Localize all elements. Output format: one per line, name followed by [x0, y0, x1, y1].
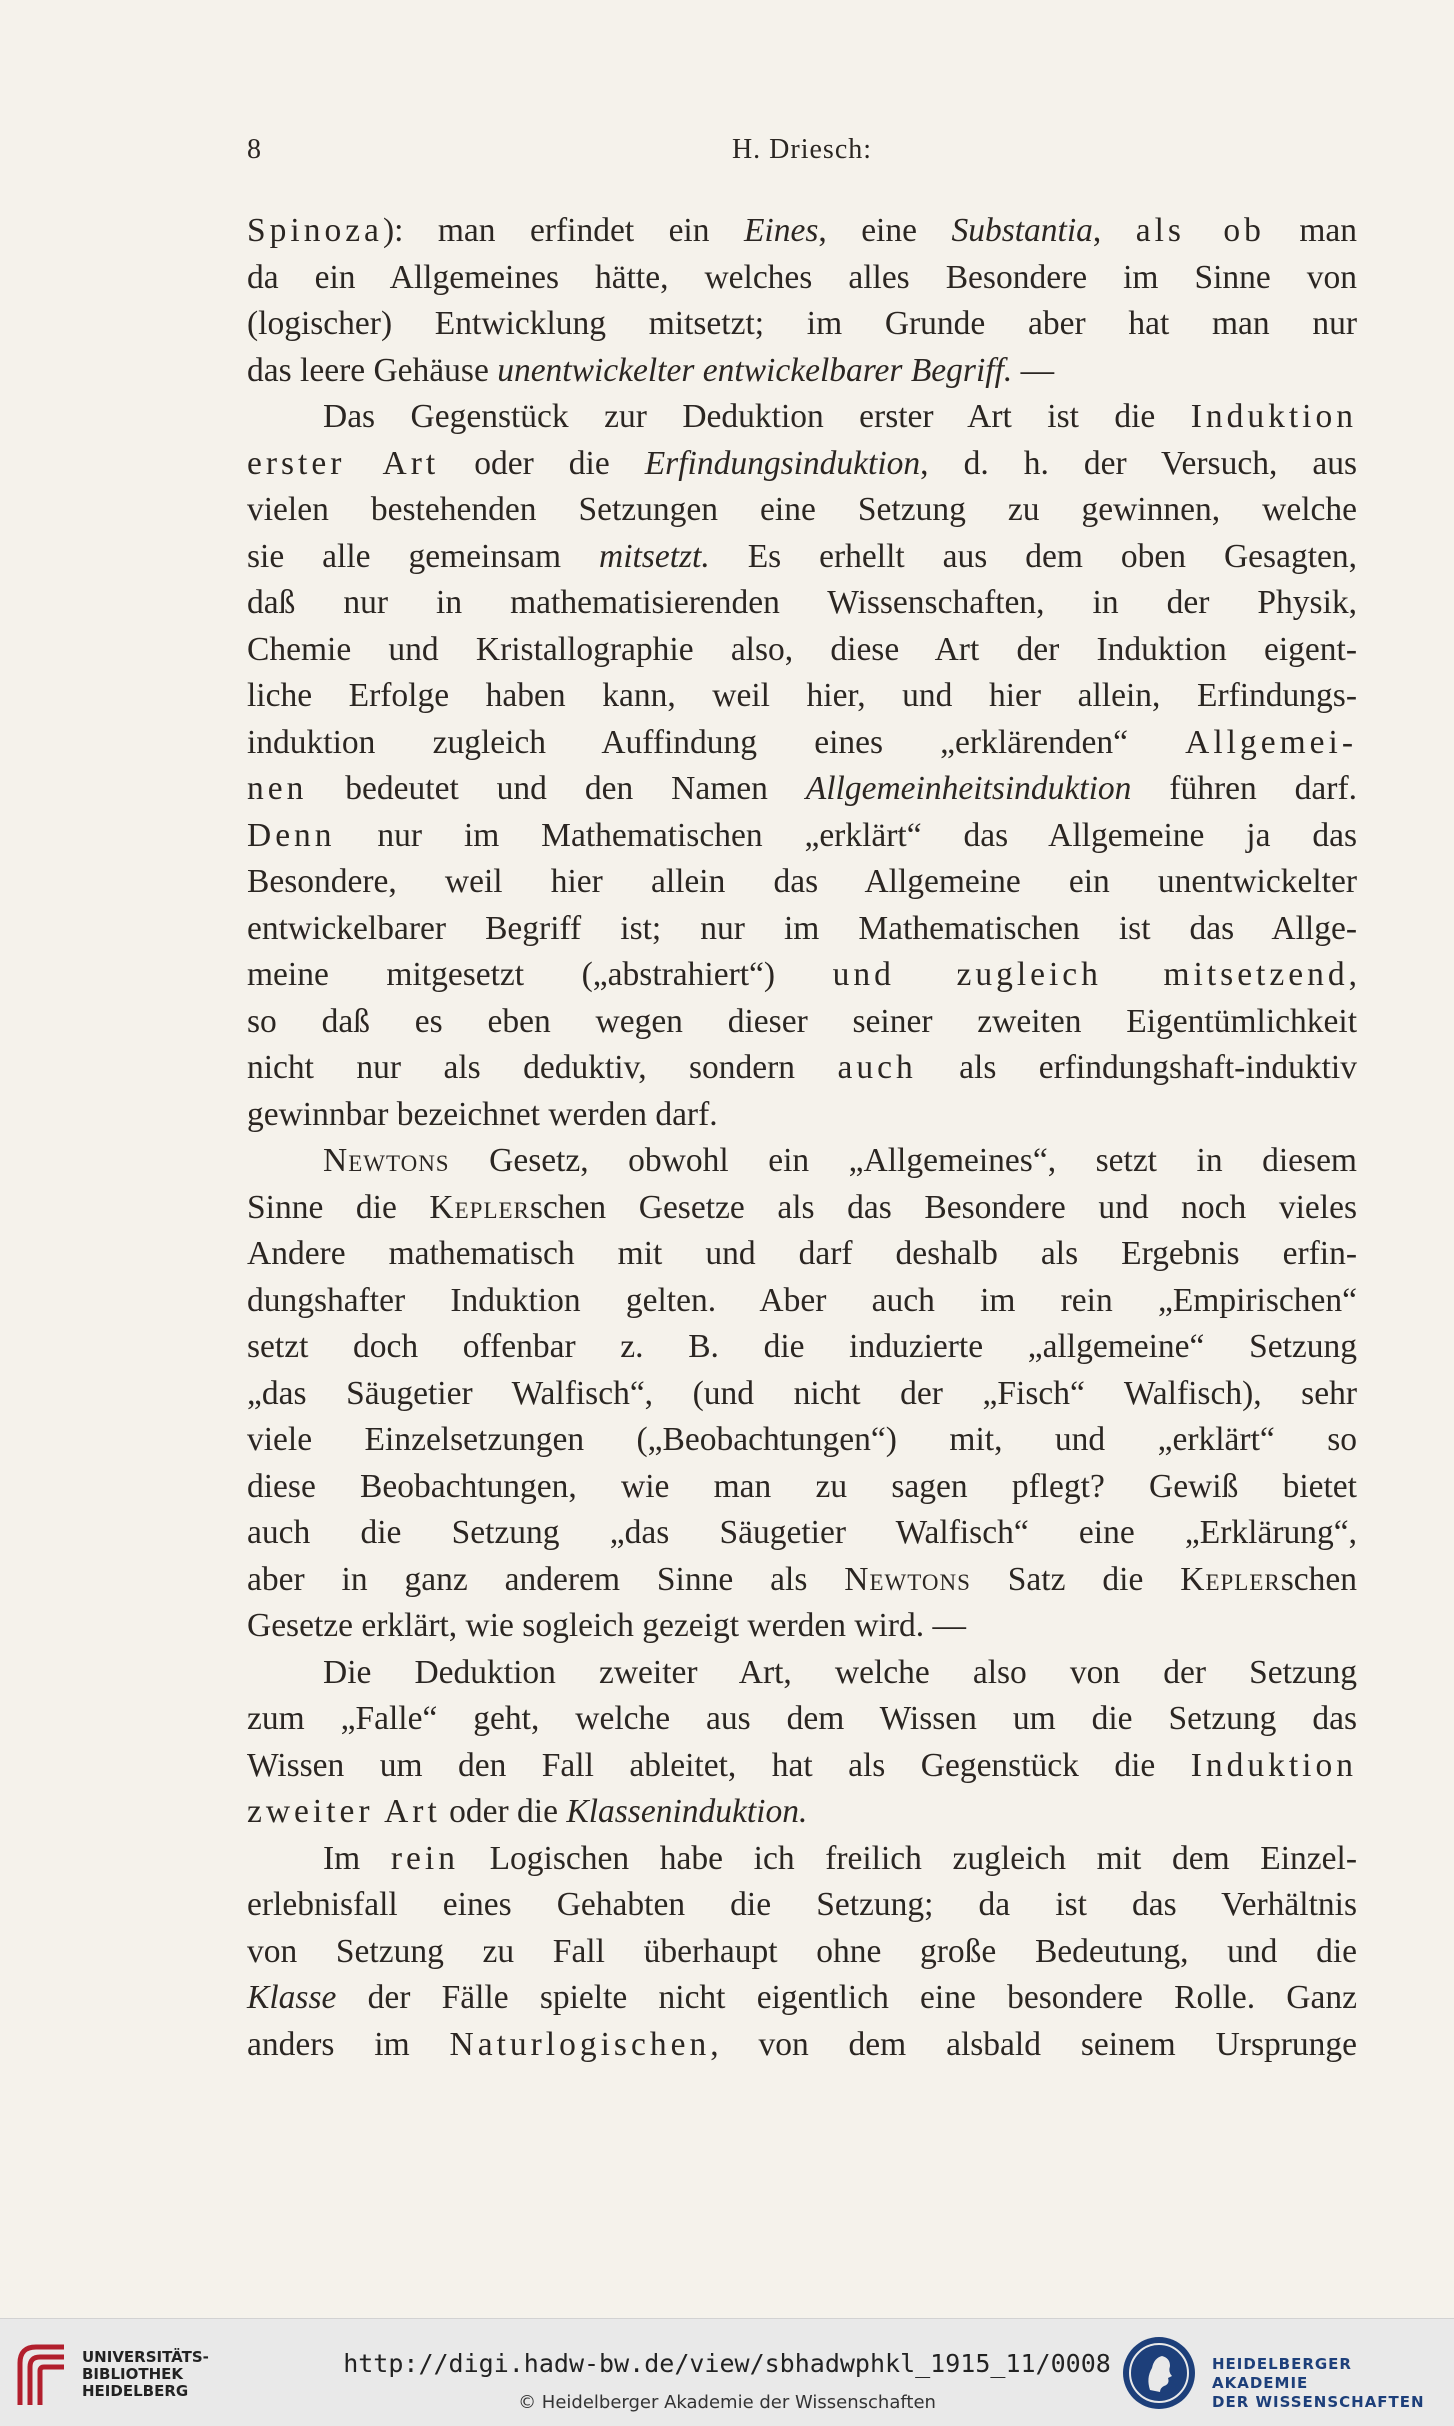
text-line: Gesetze erklärt, wie sogleich gezeigt werden wird. — — [247, 1607, 967, 1644]
body-text — [247, 208, 1357, 2068]
academy-name: HEIDELBERGER AKADEMIE DER WISSENSCHAFTEN — [1212, 2355, 1425, 2411]
text-line: Chemie und Kristallographie also, diese Art der Induktion eigent- — [247, 630, 1357, 668]
text-line: auch die Setzung „das Säugetier Walfisch“ eine „Erklärung“, — [247, 1514, 1357, 1551]
text-line: nen bedeutet und den Namen Allgemeinheitsinduktion führen darf. — [247, 770, 1357, 807]
text-line: erlebnisfall eines Gehabten die Setzung; da ist das Verhältnis — [247, 1886, 1357, 1923]
text-line: Denn nur im Mathematischen „erklärt“ das Allgemeine ja das — [247, 816, 1357, 854]
viewer-footer — [0, 2318, 1454, 2426]
text-line: Im rein Logischen habe ich freilich zugleich mit dem Einzel- — [323, 1839, 1357, 1877]
permalink-url[interactable]: http://digi.hadw-bw.de/view/sbhadwphkl_1915_11/0008 — [343, 2349, 1111, 2378]
text-line: meine mitgesetzt („abstrahiert“) und zugleich mitsetzend, — [247, 956, 1357, 993]
text-line: Die Deduktion zweiter Art, welche also von der Setzung — [323, 1653, 1357, 1691]
text-line: diese Beobachtungen, wie man zu sagen pflegt? Gewiß bietet — [247, 1467, 1357, 1505]
text-line: viele Einzelsetzungen („Beobachtungen“) mit, und „erklärt“ so — [247, 1421, 1357, 1458]
page-number: 8 — [247, 134, 262, 165]
text-line: liche Erfolge haben kann, weil hier, und hier allein, Erfindungs- — [247, 677, 1357, 714]
text-line: (logischer) Entwicklung mitsetzt; im Grunde aber hat man nur — [247, 305, 1357, 342]
text-line: induktion zugleich Auffindung eines „erklärenden“ Allgemei- — [247, 723, 1357, 761]
page-header — [247, 134, 1357, 174]
copyright-notice: © Heidelberger Akademie der Wissenschaften — [518, 2392, 936, 2413]
library-name: UNIVERSITÄTS- BIBLIOTHEK HEIDELBERG — [82, 2348, 209, 2400]
text-line: entwickelbarer Begriff ist; nur im Mathematischen ist das Allge- — [247, 909, 1357, 947]
text-line: Spinoza): man erfindet ein Eines, eine Substantia, als ob man — [247, 212, 1358, 249]
text-line: Besondere, weil hier allein das Allgemeine ein unentwickelter — [247, 863, 1357, 900]
text-line: aber in ganz anderem Sinne als Newtons Satz die Keplerschen — [247, 1560, 1358, 1598]
text-line: Newtons Gesetz, obwohl ein „Allgemeines“, setzt in diesem — [323, 1142, 1357, 1179]
text-line: vielen bestehenden Setzungen eine Setzung zu gewinnen, welche — [247, 491, 1357, 528]
text-line: sie alle gemeinsam mitsetzt. Es erhellt aus dem oben Gesagten, — [247, 537, 1357, 575]
text-line: daß nur in mathematisierenden Wissenschaften, in der Physik, — [247, 584, 1357, 621]
academy-seal-icon — [1120, 2334, 1198, 2412]
text-line: „das Säugetier Walfisch“, (und nicht der „Fisch“ Walfisch), sehr — [247, 1374, 1357, 1412]
text-line: zweiter Art oder die Klasseninduktion. — [247, 1793, 808, 1830]
running-head: H. Driesch: — [731, 134, 873, 165]
text-line: das leere Gehäuse unentwickelter entwickelbarer Begriff. — — [247, 351, 1055, 389]
text-line: Klasse der Fälle spielte nicht eigentlich eine besondere Rolle. Ganz — [247, 1979, 1357, 2016]
text-line: Sinne die Keplerschen Gesetze als das Besondere und noch vieles — [247, 1188, 1358, 1226]
text-line: erster Art oder die Erfindungsinduktion, d. h. der Versuch, aus — [247, 444, 1357, 482]
text-line: gewinnbar bezeichnet werden darf. — [247, 1095, 718, 1133]
text-line: nicht nur als deduktiv, sondern auch als erfindungshaft-induktiv — [247, 1049, 1357, 1086]
text-line: dungshafter Induktion gelten. Aber auch im rein „Empirischen“ — [247, 1281, 1357, 1319]
text-line: da ein Allgemeines hätte, welches alles Besondere im Sinne von — [247, 258, 1357, 296]
text-line: Wissen um den Fall ableitet, hat als Gegenstück die Induktion — [247, 1746, 1357, 1784]
text-line: Das Gegenstück zur Deduktion erster Art ist die Induktion — [323, 398, 1357, 435]
text-line: anders im Naturlogischen, von dem alsbald seinem Ursprunge — [247, 2025, 1358, 2063]
text-line: so daß es eben wegen dieser seiner zweiten Eigentümlichkeit — [247, 1002, 1357, 1040]
text-line: Andere mathematisch mit und darf deshalb als Ergebnis erfin- — [247, 1235, 1357, 1272]
text-line: zum „Falle“ geht, welche aus dem Wissen um die Setzung das — [247, 1700, 1357, 1737]
text-line: setzt doch offenbar z. B. die induzierte „allgemeine“ Setzung — [247, 1328, 1357, 1365]
text-line: von Setzung zu Fall überhaupt ohne große Bedeutung, und die — [247, 1932, 1357, 1970]
